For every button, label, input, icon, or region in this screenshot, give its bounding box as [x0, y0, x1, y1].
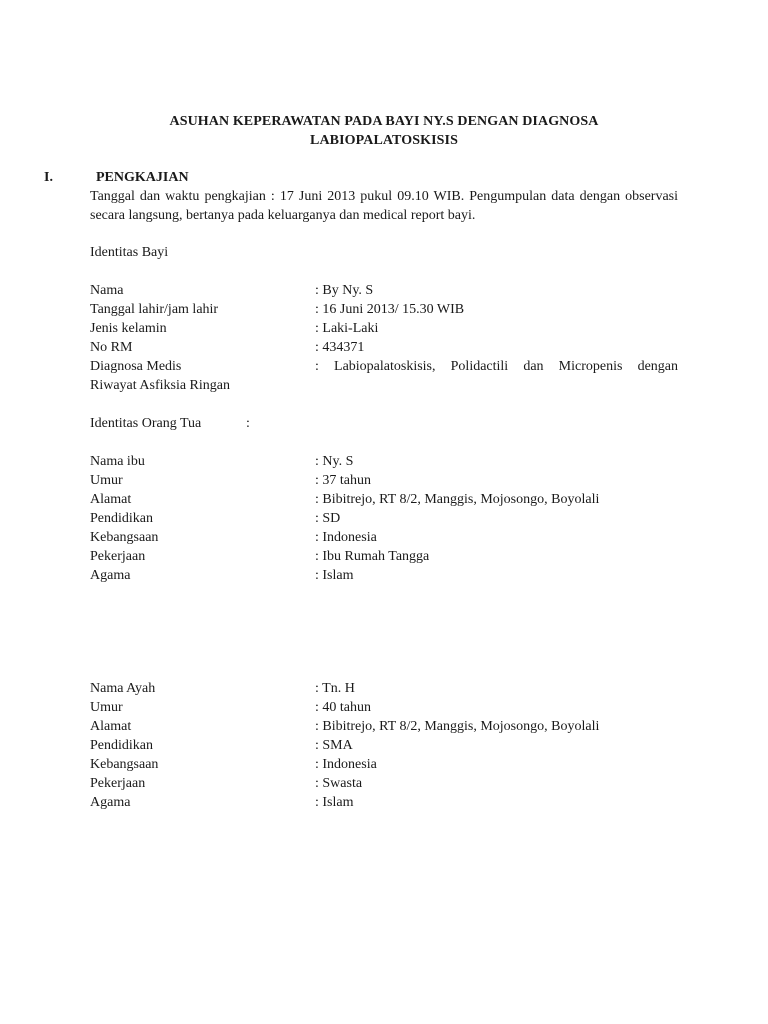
- field-label: Pendidikan: [90, 738, 153, 753]
- baby-identity-heading: Identitas Bayi: [90, 245, 169, 260]
- mother-row-name: [90, 452, 678, 471]
- document-title-line-2: LABIOPALATOSKISIS: [310, 133, 458, 148]
- field-label: Umur: [90, 700, 123, 715]
- field-label: Pendidikan: [90, 511, 153, 526]
- field-value: : Swasta: [315, 776, 363, 791]
- field-label: Agama: [90, 795, 131, 810]
- field-value: : 40 tahun: [315, 700, 371, 715]
- field-label: Kebangsaan: [90, 530, 159, 545]
- field-label: Alamat: [90, 719, 132, 734]
- field-value: : SMA: [315, 738, 353, 753]
- father-row-address: [90, 717, 678, 736]
- field-value: : Indonesia: [315, 530, 377, 545]
- field-label: Agama: [90, 568, 131, 583]
- father-row-age: [90, 698, 678, 717]
- field-value: : Islam: [315, 568, 354, 583]
- field-value: : Ibu Rumah Tangga: [315, 549, 430, 564]
- mother-row-address: [90, 490, 678, 509]
- field-value: : Bibitrejo, RT 8/2, Manggis, Mojosongo, Boyolali: [315, 492, 600, 507]
- mother-row-education: [90, 509, 678, 528]
- field-value: : Laki-Laki: [315, 321, 379, 336]
- field-value: : 16 Juni 2013/ 15.30 WIB: [315, 302, 465, 317]
- parents-heading-colon: :: [246, 416, 250, 431]
- field-value: : Ny. S: [315, 454, 354, 469]
- field-value: : 434371: [315, 340, 365, 355]
- field-value: : Labiopalatoskisis, Polidactili dan Micropenis dengan: [315, 359, 678, 374]
- document-title-line-1: ASUHAN KEPERAWATAN PADA BAYI NY.S DENGAN DIAGNOSA: [169, 114, 599, 129]
- father-row-education: [90, 736, 678, 755]
- field-value: : By Ny. S: [315, 283, 374, 298]
- intro-paragraph: Tanggal dan waktu pengkajian : 17 Juni 2013 pukul 09.10 WIB. Pengumpulan data dengan observasi secara langsung, bertanya pada keluarganya dan medical report bayi.: [90, 189, 678, 223]
- field-label: No RM: [90, 340, 133, 355]
- mother-row-age: [90, 471, 678, 490]
- father-row-nationality: [90, 755, 678, 774]
- mother-row-occupation: [90, 547, 678, 566]
- field-value: : Indonesia: [315, 757, 377, 772]
- field-label: Pekerjaan: [90, 776, 146, 791]
- field-label: Kebangsaan: [90, 757, 159, 772]
- mother-row-nationality: [90, 528, 678, 547]
- baby-row-birth: [90, 300, 678, 319]
- field-label: Jenis kelamin: [90, 321, 167, 336]
- father-row-religion: [90, 793, 678, 812]
- field-label: Nama ibu: [90, 454, 145, 469]
- baby-row-diagnosis: [90, 357, 678, 376]
- baby-row-sex: [90, 319, 678, 338]
- field-value: : Islam: [315, 795, 354, 810]
- field-label: Umur: [90, 473, 123, 488]
- baby-row-rm: [90, 338, 678, 357]
- diagnosis-continuation: Riwayat Asfiksia Ringan: [90, 378, 230, 393]
- parents-identity-heading: Identitas Orang Tua: [90, 416, 202, 431]
- field-value: : SD: [315, 511, 341, 526]
- father-row-name: [90, 679, 678, 698]
- section-title: PENGKAJIAN: [96, 170, 189, 185]
- field-value: : 37 tahun: [315, 473, 371, 488]
- section-number: I.: [44, 170, 53, 185]
- father-row-occupation: [90, 774, 678, 793]
- field-value: : Tn. H: [315, 681, 355, 696]
- field-label: Diagnosa Medis: [90, 359, 182, 374]
- field-label: Pekerjaan: [90, 549, 146, 564]
- field-label: Nama: [90, 283, 124, 298]
- field-label: Nama Ayah: [90, 681, 156, 696]
- mother-row-religion: [90, 566, 678, 585]
- field-value: : Bibitrejo, RT 8/2, Manggis, Mojosongo, Boyolali: [315, 719, 600, 734]
- baby-row-name: [90, 281, 678, 300]
- field-label: Alamat: [90, 492, 132, 507]
- field-label: Tanggal lahir/jam lahir: [90, 302, 219, 317]
